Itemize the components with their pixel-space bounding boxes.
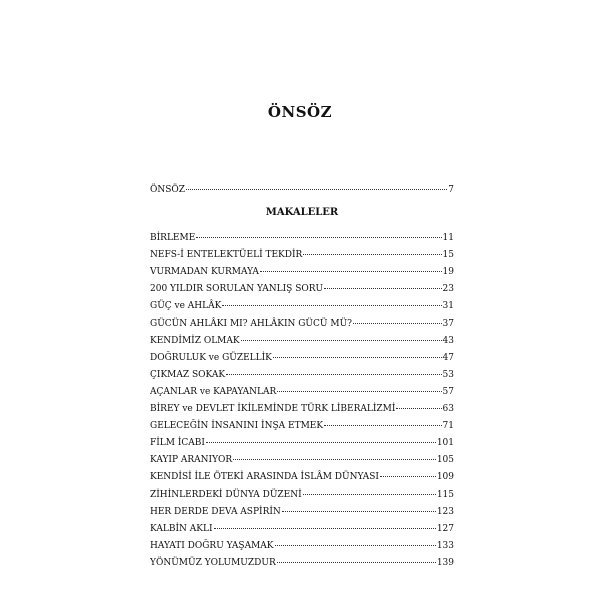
toc-entry-label: KAYIP ARANIYOR — [150, 455, 233, 466]
toc-entry — [150, 540, 454, 552]
dot-leader — [324, 425, 441, 426]
toc-entry-label: HER DERDE DEVA ASPİRİN — [150, 506, 281, 517]
dot-leader — [273, 357, 442, 358]
dot-leader — [214, 528, 436, 529]
toc-entry-label: KALBİN AKLI — [150, 523, 213, 534]
dot-leader — [396, 408, 441, 409]
toc-entry-label: BİRLEME — [150, 233, 196, 243]
toc-entry-page: 105 — [436, 455, 454, 466]
toc-entry — [150, 454, 454, 466]
toc-entry-page: 57 — [442, 386, 454, 397]
toc-entry — [150, 369, 454, 381]
toc-entry-page: 115 — [436, 489, 454, 500]
dot-leader — [282, 511, 436, 512]
toc-entry — [150, 249, 454, 261]
toc-entry-page: 133 — [436, 540, 454, 551]
toc-entry — [150, 300, 454, 312]
dot-leader — [275, 545, 436, 546]
toc-entry-label: FİLM İCABI — [150, 438, 205, 449]
toc-entry-page: 43 — [442, 335, 454, 346]
toc-entry-label: ÇIKMAZ SOKAK — [150, 369, 226, 380]
toc-entry-page: 7 — [448, 185, 454, 195]
toc-entry — [150, 557, 454, 569]
toc-entry-label: YÖNÜMÜZ YOLUMUZDUR — [150, 557, 276, 568]
toc-entry-page: 15 — [442, 250, 454, 261]
toc-entry-page: 19 — [442, 267, 454, 278]
toc-entry-page: 123 — [436, 506, 454, 517]
dot-leader — [277, 562, 436, 563]
toc-entry-page: 127 — [436, 523, 454, 534]
toc-entry-page: 53 — [442, 369, 454, 380]
dot-leader — [353, 323, 442, 324]
toc-entry — [150, 266, 454, 278]
toc-entry — [150, 420, 454, 432]
toc-entry-page: 47 — [442, 352, 454, 363]
page-title: ÖNSÖZ — [267, 103, 333, 121]
dot-leader — [206, 442, 436, 443]
toc-entry — [150, 352, 454, 364]
dot-leader — [324, 288, 441, 289]
dot-leader — [233, 459, 436, 460]
toc-entry-page: 31 — [442, 301, 454, 312]
toc-entry-page: 23 — [442, 284, 454, 295]
toc-entry — [150, 437, 454, 449]
dot-leader — [380, 476, 436, 477]
toc-entry-preface — [150, 184, 454, 196]
toc-entry — [150, 471, 454, 483]
dot-leader — [226, 374, 441, 375]
toc-entry-label: AÇANLAR ve KAPAYANLAR — [150, 386, 277, 397]
dot-leader — [186, 189, 447, 190]
toc-entry — [150, 335, 454, 347]
toc-entry-label: GÜCÜN AHLÂKI MI? AHLÂKIN GÜCÜ MÜ? — [150, 318, 352, 329]
toc-entry-label: ZİHİNLERDEKİ DÜNYA DÜZENİ — [150, 489, 302, 500]
toc-entry-label: KENDİMİZ OLMAK — [150, 335, 240, 346]
dot-leader — [303, 494, 436, 495]
toc-entry-label: GELECEĞİN İNSANINI İNŞA ETMEK — [150, 421, 324, 432]
toc-entry-label: ÖNSÖZ — [150, 185, 186, 195]
dot-leader — [260, 271, 442, 272]
toc-entry — [150, 232, 454, 244]
dot-leader — [277, 391, 441, 392]
toc-entry-label: NEFS-İ ENTELEKTÜELİ TEKDİR — [150, 250, 303, 261]
section-heading: MAKALELER — [265, 207, 339, 218]
toc-entry-label: VURMADAN KURMAYA — [150, 267, 259, 278]
toc-entry-page: 63 — [442, 404, 454, 414]
toc-entry-label: BİREY ve DEVLET İKİLEMİNDE TÜRK LİBERALİZMİ — [150, 404, 396, 414]
toc-entry-label: KENDİSİ İLE ÖTEKİ ARASINDA İSLÂM DÜNYASI — [150, 472, 379, 483]
toc-entry — [150, 318, 454, 330]
toc-entry — [150, 386, 454, 398]
dot-leader — [303, 254, 441, 255]
toc-entry — [150, 283, 454, 295]
toc-entry — [150, 523, 454, 535]
dot-leader — [241, 340, 442, 341]
dot-leader — [196, 237, 441, 238]
toc-entry-page: 101 — [436, 438, 454, 449]
toc-entry-page: 71 — [442, 421, 454, 432]
toc-entry-page: 11 — [442, 233, 454, 243]
dot-leader — [222, 305, 441, 306]
toc-entry-label: 200 YILDIR SORULAN YANLIŞ SORU — [150, 284, 324, 295]
toc-entry-page: 37 — [442, 318, 454, 329]
toc-entry-page: 139 — [436, 557, 454, 568]
toc-entry-label: HAYATI DOĞRU YAŞAMAK — [150, 540, 274, 551]
toc-entry — [150, 403, 454, 415]
toc-entry — [150, 506, 454, 518]
toc-entry — [150, 489, 454, 501]
toc-entry-page: 109 — [436, 472, 454, 483]
toc-entry-label: GÜÇ ve AHLÂK — [150, 301, 222, 312]
toc-entry-label: DOĞRULUK ve GÜZELLİK — [150, 352, 272, 363]
